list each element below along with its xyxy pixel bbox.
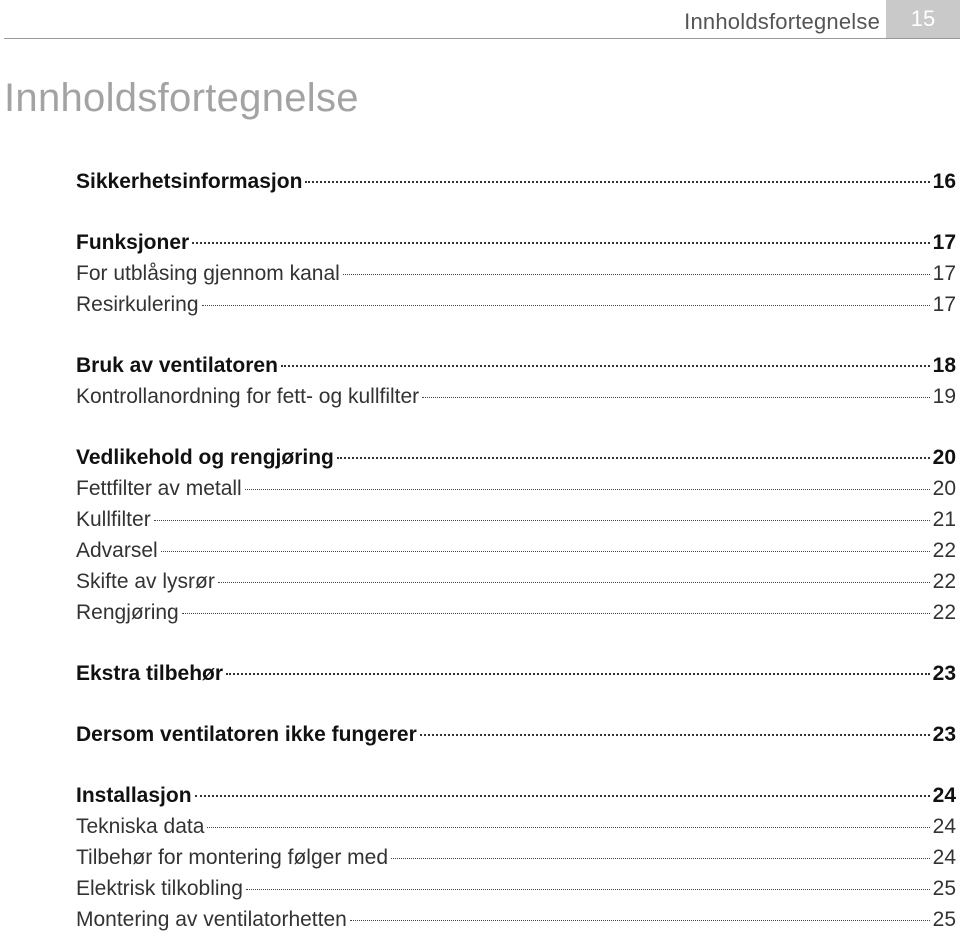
toc-entry-page: 24 [932,784,956,807]
toc-entry-label: Fettfilter av metall [76,477,242,500]
dot-leader [420,734,930,736]
toc-entry-label: Bruk av ventilatoren [76,354,278,377]
toc-entry-page: 17 [932,262,956,285]
toc-subentry[interactable] [76,473,956,504]
toc-subentry[interactable] [76,535,956,566]
toc-entry-label: Vedlikehold og rengjøring [76,446,334,469]
toc-entry[interactable] [76,442,956,473]
toc-entry-label: Kontrollanordning for fett- og kullfilter [76,385,420,408]
table-of-contents [76,166,956,935]
dot-leader [218,582,930,583]
toc-subentry[interactable] [76,904,956,935]
toc-section [76,442,956,628]
toc-entry-label: Kullfilter [76,508,151,531]
dot-leader [202,305,930,306]
toc-entry[interactable] [76,658,956,689]
toc-entry-label: Sikkerhetsinformasjon [76,170,303,193]
toc-entry-label: Ekstra tilbehør [76,662,224,685]
toc-entry-page: 24 [932,846,956,869]
toc-section [76,350,956,412]
toc-entry-page: 17 [932,293,956,316]
toc-section [76,227,956,320]
toc-entry-page: 17 [932,231,956,254]
dot-leader [161,551,930,552]
toc-subentry[interactable] [76,566,956,597]
dot-leader [245,489,930,490]
toc-entry-page: 25 [932,908,956,931]
toc-entry-page: 22 [932,570,956,593]
toc-section [76,166,956,197]
dot-leader [207,827,929,828]
toc-entry-label: Skifte av lysrør [76,570,215,593]
dot-leader [391,858,930,859]
dot-leader [195,795,930,797]
toc-entry[interactable] [76,227,956,258]
toc-subentry[interactable] [76,811,956,842]
toc-subentry[interactable] [76,258,956,289]
toc-entry-label: Dersom ventilatoren ikke fungerer [76,723,417,746]
toc-entry-page: 16 [932,170,956,193]
dot-leader [350,920,930,921]
toc-subentry[interactable] [76,597,956,628]
toc-entry-label: Advarsel [76,539,158,562]
dot-leader [154,520,930,521]
toc-subentry[interactable] [76,842,956,873]
header-rule [4,38,960,39]
dot-leader [281,365,930,367]
toc-entry-label: Tilbehør for montering følger med [76,846,388,869]
toc-subentry[interactable] [76,289,956,320]
dot-leader [226,673,930,675]
toc-entry-label: For utblåsing gjennom kanal [76,262,340,285]
toc-entry-page: 22 [932,601,956,624]
toc-entry-page: 18 [932,354,956,377]
toc-section [76,719,956,750]
toc-subentry[interactable] [76,873,956,904]
dot-leader [305,181,929,183]
toc-entry[interactable] [76,166,956,197]
dot-leader [192,242,929,244]
toc-entry-label: Resirkulering [76,293,199,316]
running-header-title: Innholdsfortegnelse [684,9,880,34]
toc-entry-label: Installasjon [76,784,192,807]
toc-subentry[interactable] [76,381,956,412]
toc-entry-page: 20 [932,446,956,469]
toc-entry[interactable] [76,350,956,381]
toc-subentry[interactable] [76,504,956,535]
toc-section [76,658,956,689]
toc-entry-page: 24 [932,815,956,838]
toc-entry-page: 25 [932,877,956,900]
dot-leader [337,457,930,459]
dot-leader [182,613,930,614]
running-header [0,0,960,40]
toc-entry-label: Tekniska data [76,815,205,838]
toc-entry-page: 20 [932,477,956,500]
toc-entry-label: Elektrisk tilkobling [76,877,243,900]
toc-entry-label: Funksjoner [76,231,190,254]
page-number: 15 [886,0,960,38]
dot-leader [246,889,930,890]
toc-entry-page: 21 [932,508,956,531]
toc-entry-page: 23 [932,723,956,746]
dot-leader [422,397,929,398]
toc-entry-page: 22 [932,539,956,562]
toc-entry-label: Montering av ventilatorhetten [76,908,347,931]
dot-leader [343,274,930,275]
toc-section [76,780,956,935]
page-title: Innholdsfortegnelse [4,76,359,120]
toc-entry-label: Rengjøring [76,601,179,624]
toc-entry[interactable] [76,719,956,750]
toc-entry-page: 23 [932,662,956,685]
toc-entry[interactable] [76,780,956,811]
toc-entry-page: 19 [932,385,956,408]
